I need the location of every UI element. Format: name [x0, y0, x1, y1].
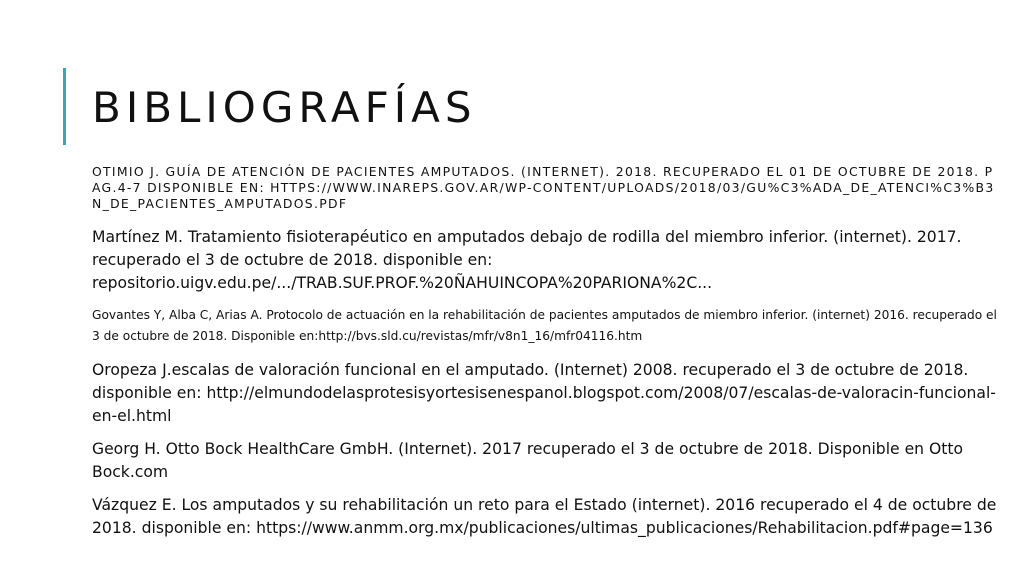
reference-georg: Georg H. Otto Bock HealthCare GmbH. (Internet). 2017 recuperado el 3 de octubre de 2018. Disponible en Otto Bock.com	[92, 440, 964, 481]
reference-oropeza: Oropeza J.escalas de valoración funcional en el amputado. (Internet) 2008. recuperado el 3 de octubre de 2018. disponible en: http://elmundodelasprotesisyortesisenespanol.blogspot.com/2008/07/escalas-de-valoracin-funcional-en-el.html	[92, 361, 996, 425]
reference-govantes: Govantes Y, Alba C, Arias A. Protocolo de actuación en la rehabilitación de pacientes amputados de miembro inferior. (internet) 2016. recuperado el 3 de octubre de 2018. Disponible en:http://bvs.sld.cu/revistas/mfr/v8n1_16/mfr04116.htm	[92, 308, 997, 343]
reference-vazquez: Vázquez E. Los amputados y su rehabilitación un reto para el Estado (internet). 2016 recuperado el 4 de octubre de 2018. disponible en: https://www.anmm.org.mx/publicaciones/ultimas_publicaciones/Rehabilitacion.pdf#page=136	[92, 496, 997, 537]
reference-martinez: Martínez M. Tratamiento fisioterapéutico en amputados debajo de rodilla del miembro inferior. (internet). 2017. recuperado el 3 de octubre de 2018. disponible en: repositorio.uigv.edu.pe/.../TRAB.SUF.PROF.%20ÑAHUINCOPA%20PARIONA%2C...	[92, 228, 962, 292]
slide-title: BIBLIOGRAFÍAS	[92, 83, 477, 132]
reference-otimio: OTIMIO J. GUÍA DE ATENCIÓN DE PACIENTES AMPUTADOS. (INTERNET). 2018. RECUPERADO EL 01 DE OCTUBRE DE 2018. PAG.4-7 DISPONIBLE EN: HTTPS://WWW.INAREPS.GOV.AR/WP-CONTENT/UPLOADS/2018/03/GU%C3%ADA_DE_ATENCI%C3%B3N_DE_PACIENTES_AMPUTADOS.PDF	[92, 164, 995, 211]
reference-list	[92, 164, 997, 540]
title-accent-bar	[63, 68, 66, 145]
